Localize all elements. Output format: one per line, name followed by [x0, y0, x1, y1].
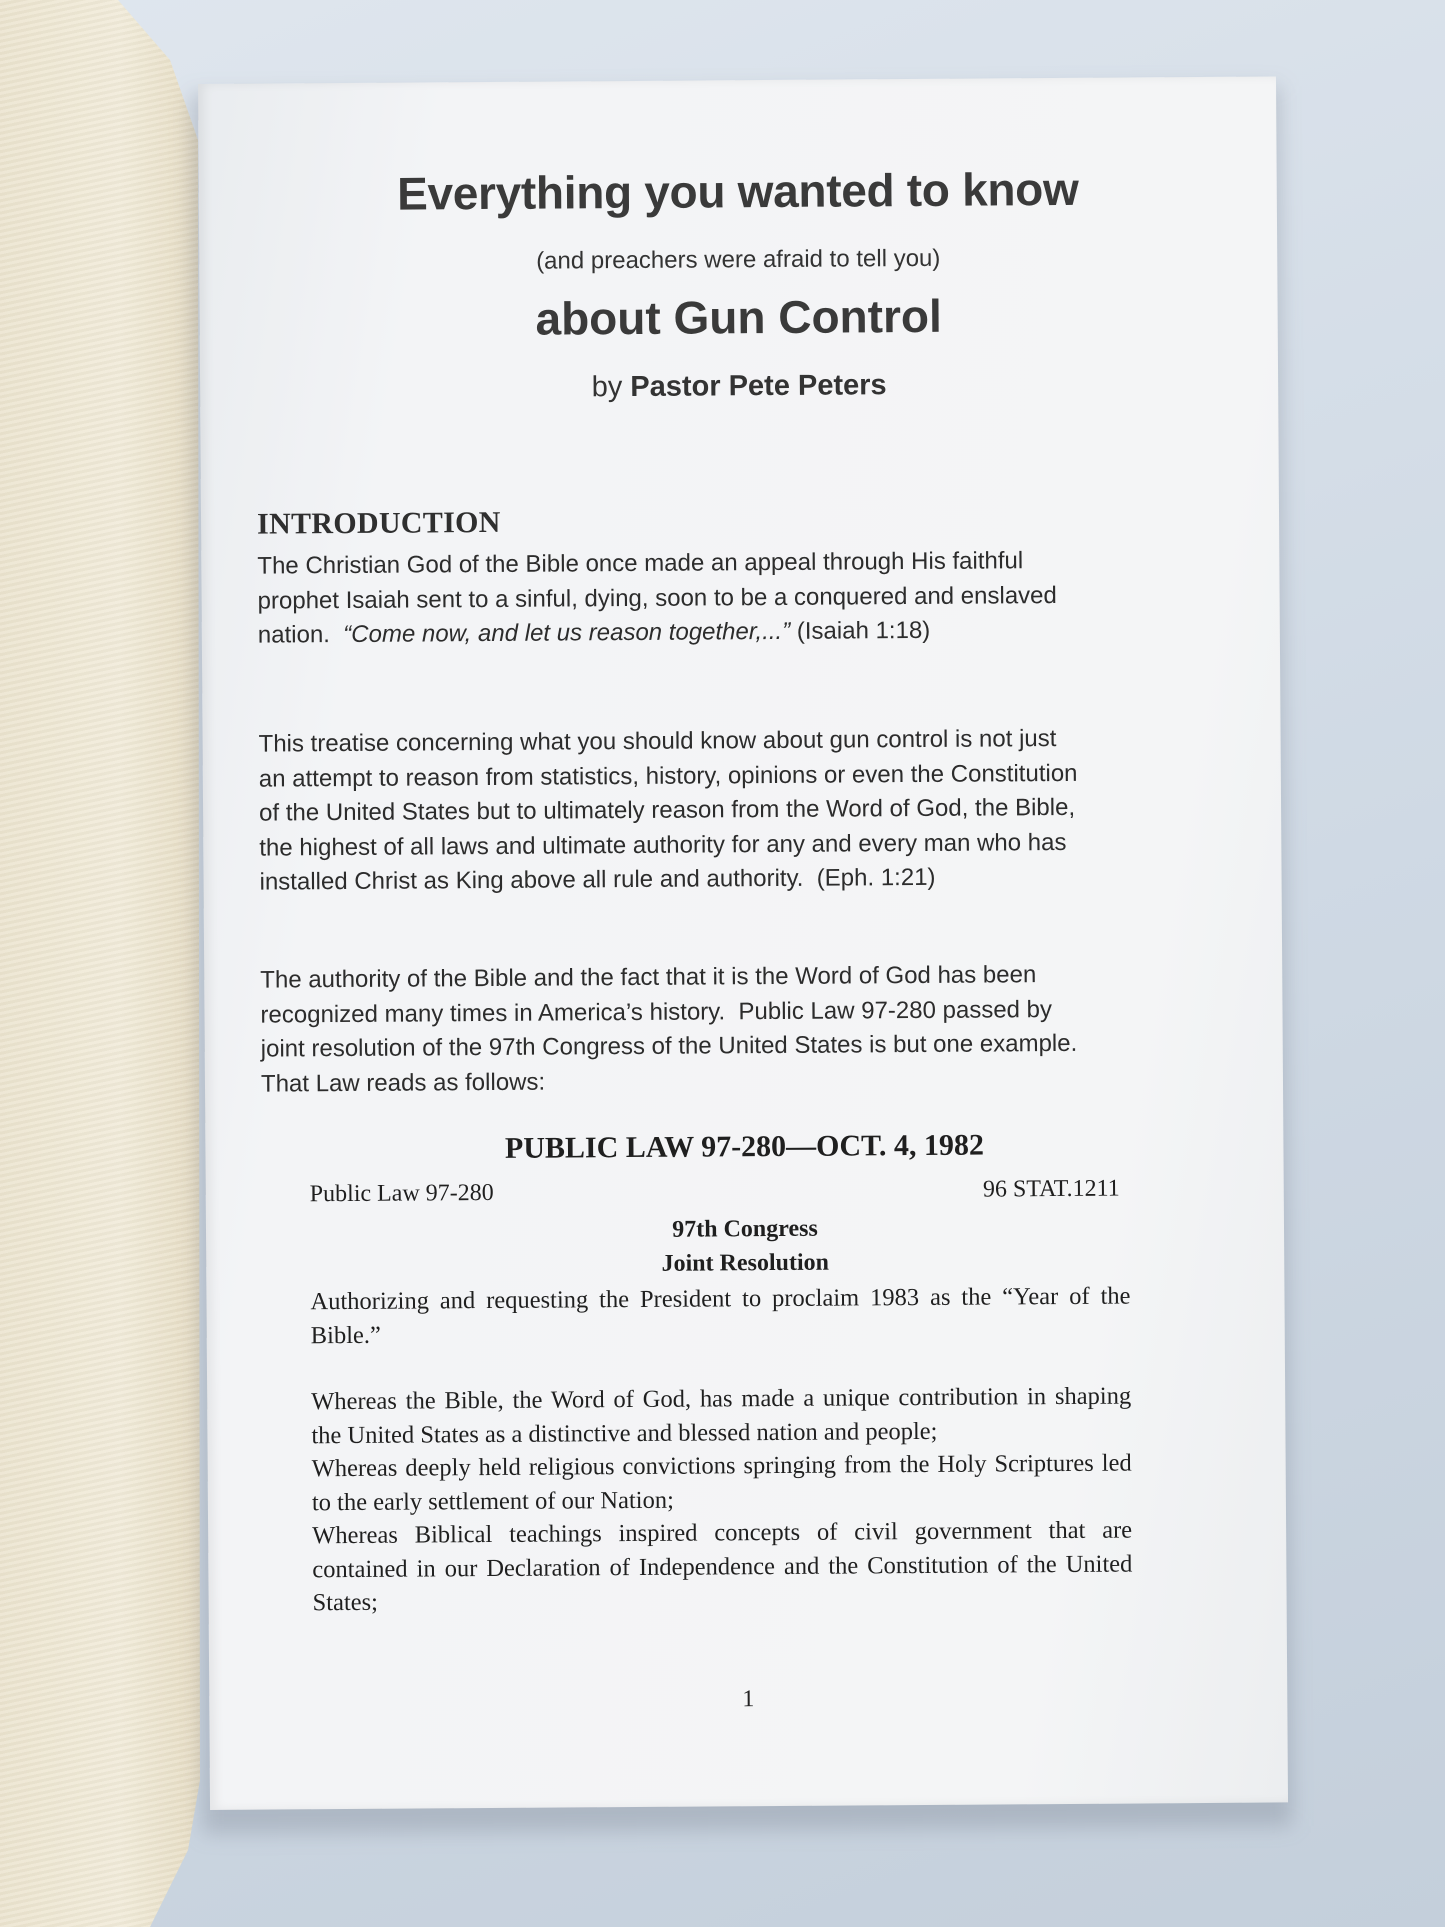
page-number: 1: [742, 1686, 755, 1713]
author-name: Pastor Pete Peters: [630, 369, 887, 403]
text-line: This treatise concerning what you should know about gun control is not just: [258, 725, 1057, 758]
whereas-clause: Whereas deeply held religious convictions springing from the Holy Scriptures led to the early settlement of our Nation;: [311, 1449, 1132, 1516]
intro-paragraph-1: [257, 543, 1178, 653]
law-preamble: Authorizing and requesting the President to proclaim 1983 as the “Year of the Bible.”: [310, 1282, 1131, 1349]
whereas-clause: Whereas the Bible, the Word of God, has made a unique contribution in shaping the United States as a distinctive and blessed nation and people;: [311, 1382, 1132, 1449]
byline: [200, 366, 1278, 407]
text-line: The authority of the Bible and the fact that it is the Word of God has been: [260, 961, 1037, 994]
text-line: joint resolution of the 97th Congress of the United States is but one example.: [260, 1029, 1078, 1063]
text-line: an attempt to reason from statistics, history, opinions or even the Constitution: [258, 759, 1078, 793]
text-line: of the United States but to ultimately reason from the Word of God, the Bible,: [258, 793, 1076, 827]
text-line: prophet Isaiah sent to a sinful, dying, soon to be a conquered and enslaved: [257, 581, 1057, 615]
congress-heading: [206, 1208, 1284, 1284]
public-law-body: [310, 1280, 1132, 1620]
text-line: The Christian God of the Bible once made an appeal through His faithful: [257, 547, 1024, 580]
intro-paragraph-3: [260, 957, 1181, 1101]
document-title-line2: about Gun Control: [535, 289, 942, 345]
public-law-number: Public Law 97-280: [309, 1179, 494, 1208]
whereas-clause: Whereas Biblical teachings inspired concepts of civil government that are contained in our Declaration of Independence and the Constitution of the United States;: [312, 1516, 1133, 1617]
public-law-heading: PUBLIC LAW 97-280—OCT. 4, 1982: [504, 1128, 985, 1165]
introduction-heading: INTRODUCTION: [256, 505, 501, 541]
text-line: recognized many times in America’s history. Public Law 97-280 passed by: [260, 995, 1053, 1029]
document-title: Everything you wanted to know: [396, 162, 1079, 220]
byline-prefix: by: [591, 370, 631, 404]
isaiah-citation: (Isaiah 1:18): [790, 616, 931, 645]
public-law-reference-row: [310, 1176, 1120, 1209]
isaiah-quote: “Come now, and let us reason together,...”: [343, 617, 791, 648]
text-line: That Law reads as follows:: [260, 1068, 546, 1098]
text-line: installed Christ as King above all rule and authority. (Eph. 1:21): [259, 863, 936, 896]
congress-label: 97th Congress: [672, 1215, 818, 1243]
booklet-page: [198, 76, 1288, 1809]
document-subtitle: (and preachers were afraid to tell you): [536, 244, 941, 275]
text-line: the highest of all laws and ultimate authority for any and every man who has: [259, 828, 1067, 862]
text-line: [258, 612, 1178, 653]
facing-page: [0, 0, 200, 1927]
statute-reference: 96 STAT.1211: [982, 1175, 1120, 1203]
intro-paragraph-2: [258, 721, 1179, 900]
resolution-label: Joint Resolution: [661, 1249, 830, 1277]
line-prefix: nation.: [257, 620, 344, 649]
